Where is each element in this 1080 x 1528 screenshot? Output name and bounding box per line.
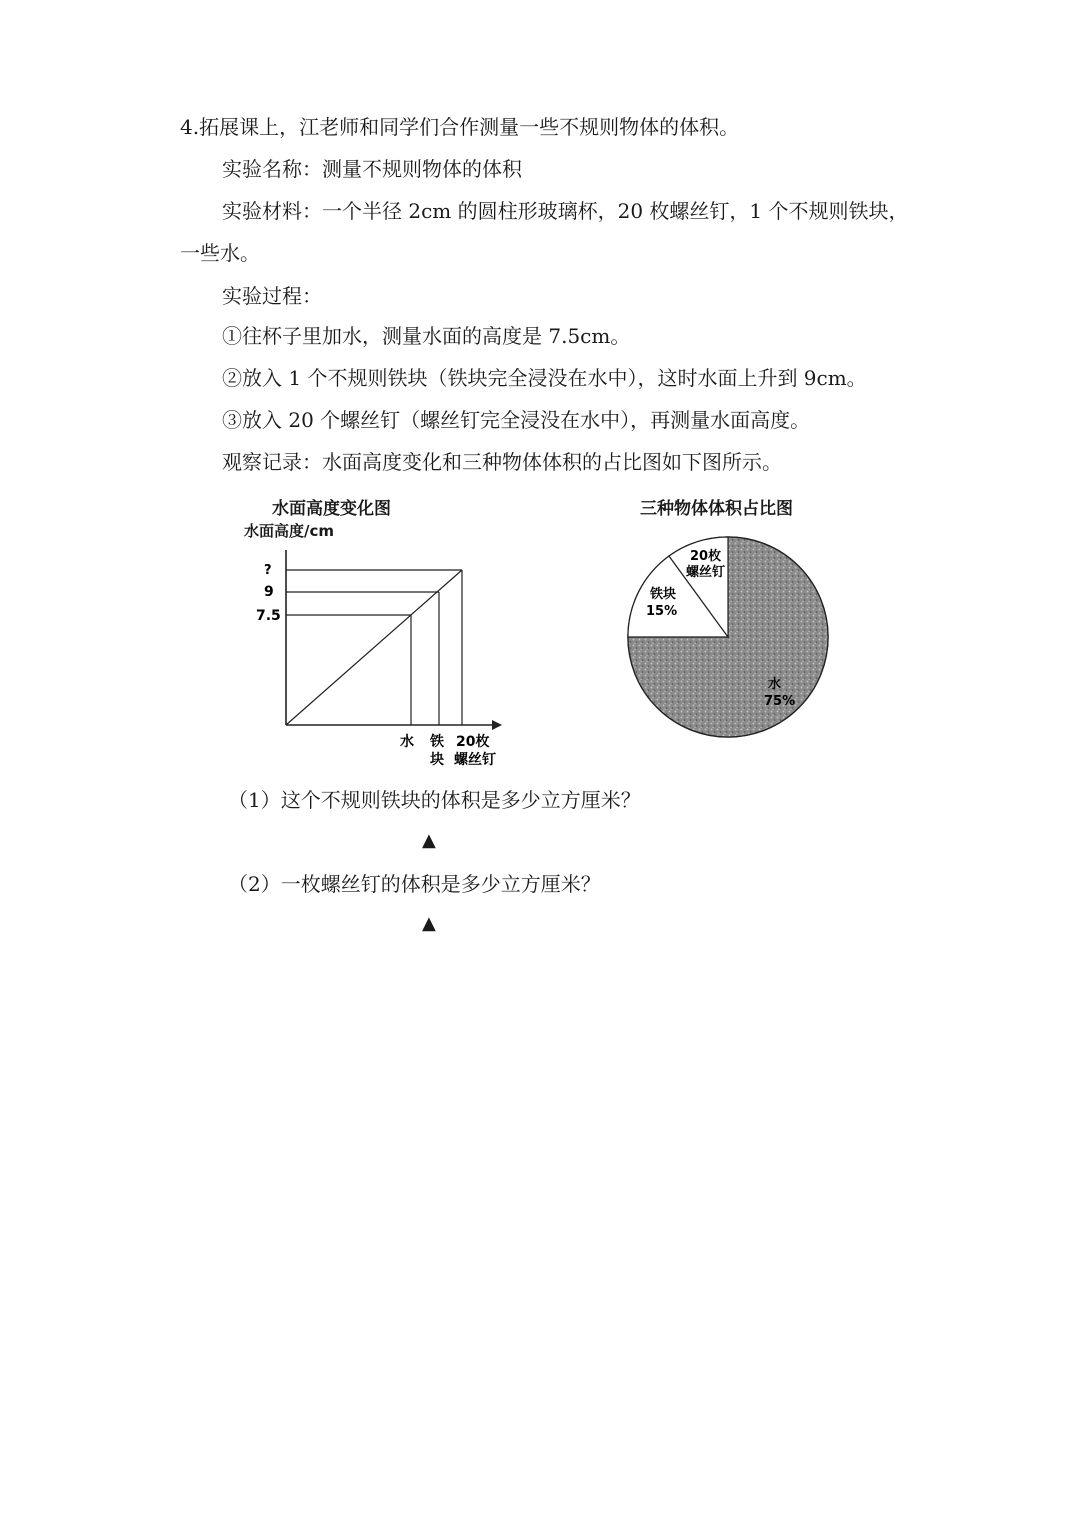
x-axis-arrow xyxy=(492,720,502,730)
volume-pie-chart xyxy=(620,530,840,750)
x-label-iron-1: 铁 xyxy=(430,734,444,750)
slice-iron-percent: 15% xyxy=(646,604,678,619)
question-intro: 4.拓展课上，江老师和同学们合作测量一些不规则物体的体积。 xyxy=(180,115,740,139)
sub-question-1: （1）这个不规则铁块的体积是多少立方厘米？ xyxy=(228,788,641,812)
answer-mark-2: ▲ xyxy=(422,913,436,934)
process-step-2: ②放入 1 个不规则铁块（铁块完全浸没在水中），这时水面上升到 9cm。 xyxy=(222,366,867,390)
slice-iron-label: 铁块 xyxy=(650,587,677,602)
height-line xyxy=(286,570,462,725)
line-chart-title: 水面高度变化图 xyxy=(272,499,391,519)
slice-water-label: 水 xyxy=(768,677,782,692)
answer-mark-1: ▲ xyxy=(422,830,436,851)
observation-record: 观察记录：水面高度变化和三种物体体积的占比图如下图所示。 xyxy=(222,450,782,474)
experiment-materials: 实验材料：一个半径 2cm 的圆柱形玻璃杯，20 枚螺丝钉，1 个不规则铁块， xyxy=(222,199,909,223)
slice-screws-label-1: 20枚 xyxy=(690,549,722,564)
x-label-iron-2: 块 xyxy=(430,752,444,768)
experiment-name: 实验名称：测量不规则物体的体积 xyxy=(222,157,522,181)
y-tick-7-5: 7.5 xyxy=(256,608,281,624)
x-label-screws-2: 螺丝钉 xyxy=(454,752,496,768)
y-tick-unknown: ? xyxy=(264,563,272,578)
x-label-screws-1: 20枚 xyxy=(456,734,490,750)
y-tick-9: 9 xyxy=(264,584,274,600)
slice-water-percent: 75% xyxy=(764,694,796,709)
process-title: 实验过程： xyxy=(222,284,322,308)
pie-chart-title: 三种物体体积占比图 xyxy=(640,499,793,519)
experiment-materials-cont: 一些水。 xyxy=(180,241,260,265)
slice-screws-label-2: 螺丝钉 xyxy=(686,565,726,580)
process-step-1: ①往杯子里加水，测量水面的高度是 7.5cm。 xyxy=(222,324,631,348)
line-chart-ylabel: 水面高度/cm xyxy=(244,522,335,540)
x-label-water: 水 xyxy=(400,734,414,750)
water-height-chart xyxy=(240,548,530,773)
sub-question-2: （2）一枚螺丝钉的体积是多少立方厘米？ xyxy=(228,872,601,896)
process-step-3: ③放入 20 个螺丝钉（螺丝钉完全浸没在水中），再测量水面高度。 xyxy=(222,408,811,432)
